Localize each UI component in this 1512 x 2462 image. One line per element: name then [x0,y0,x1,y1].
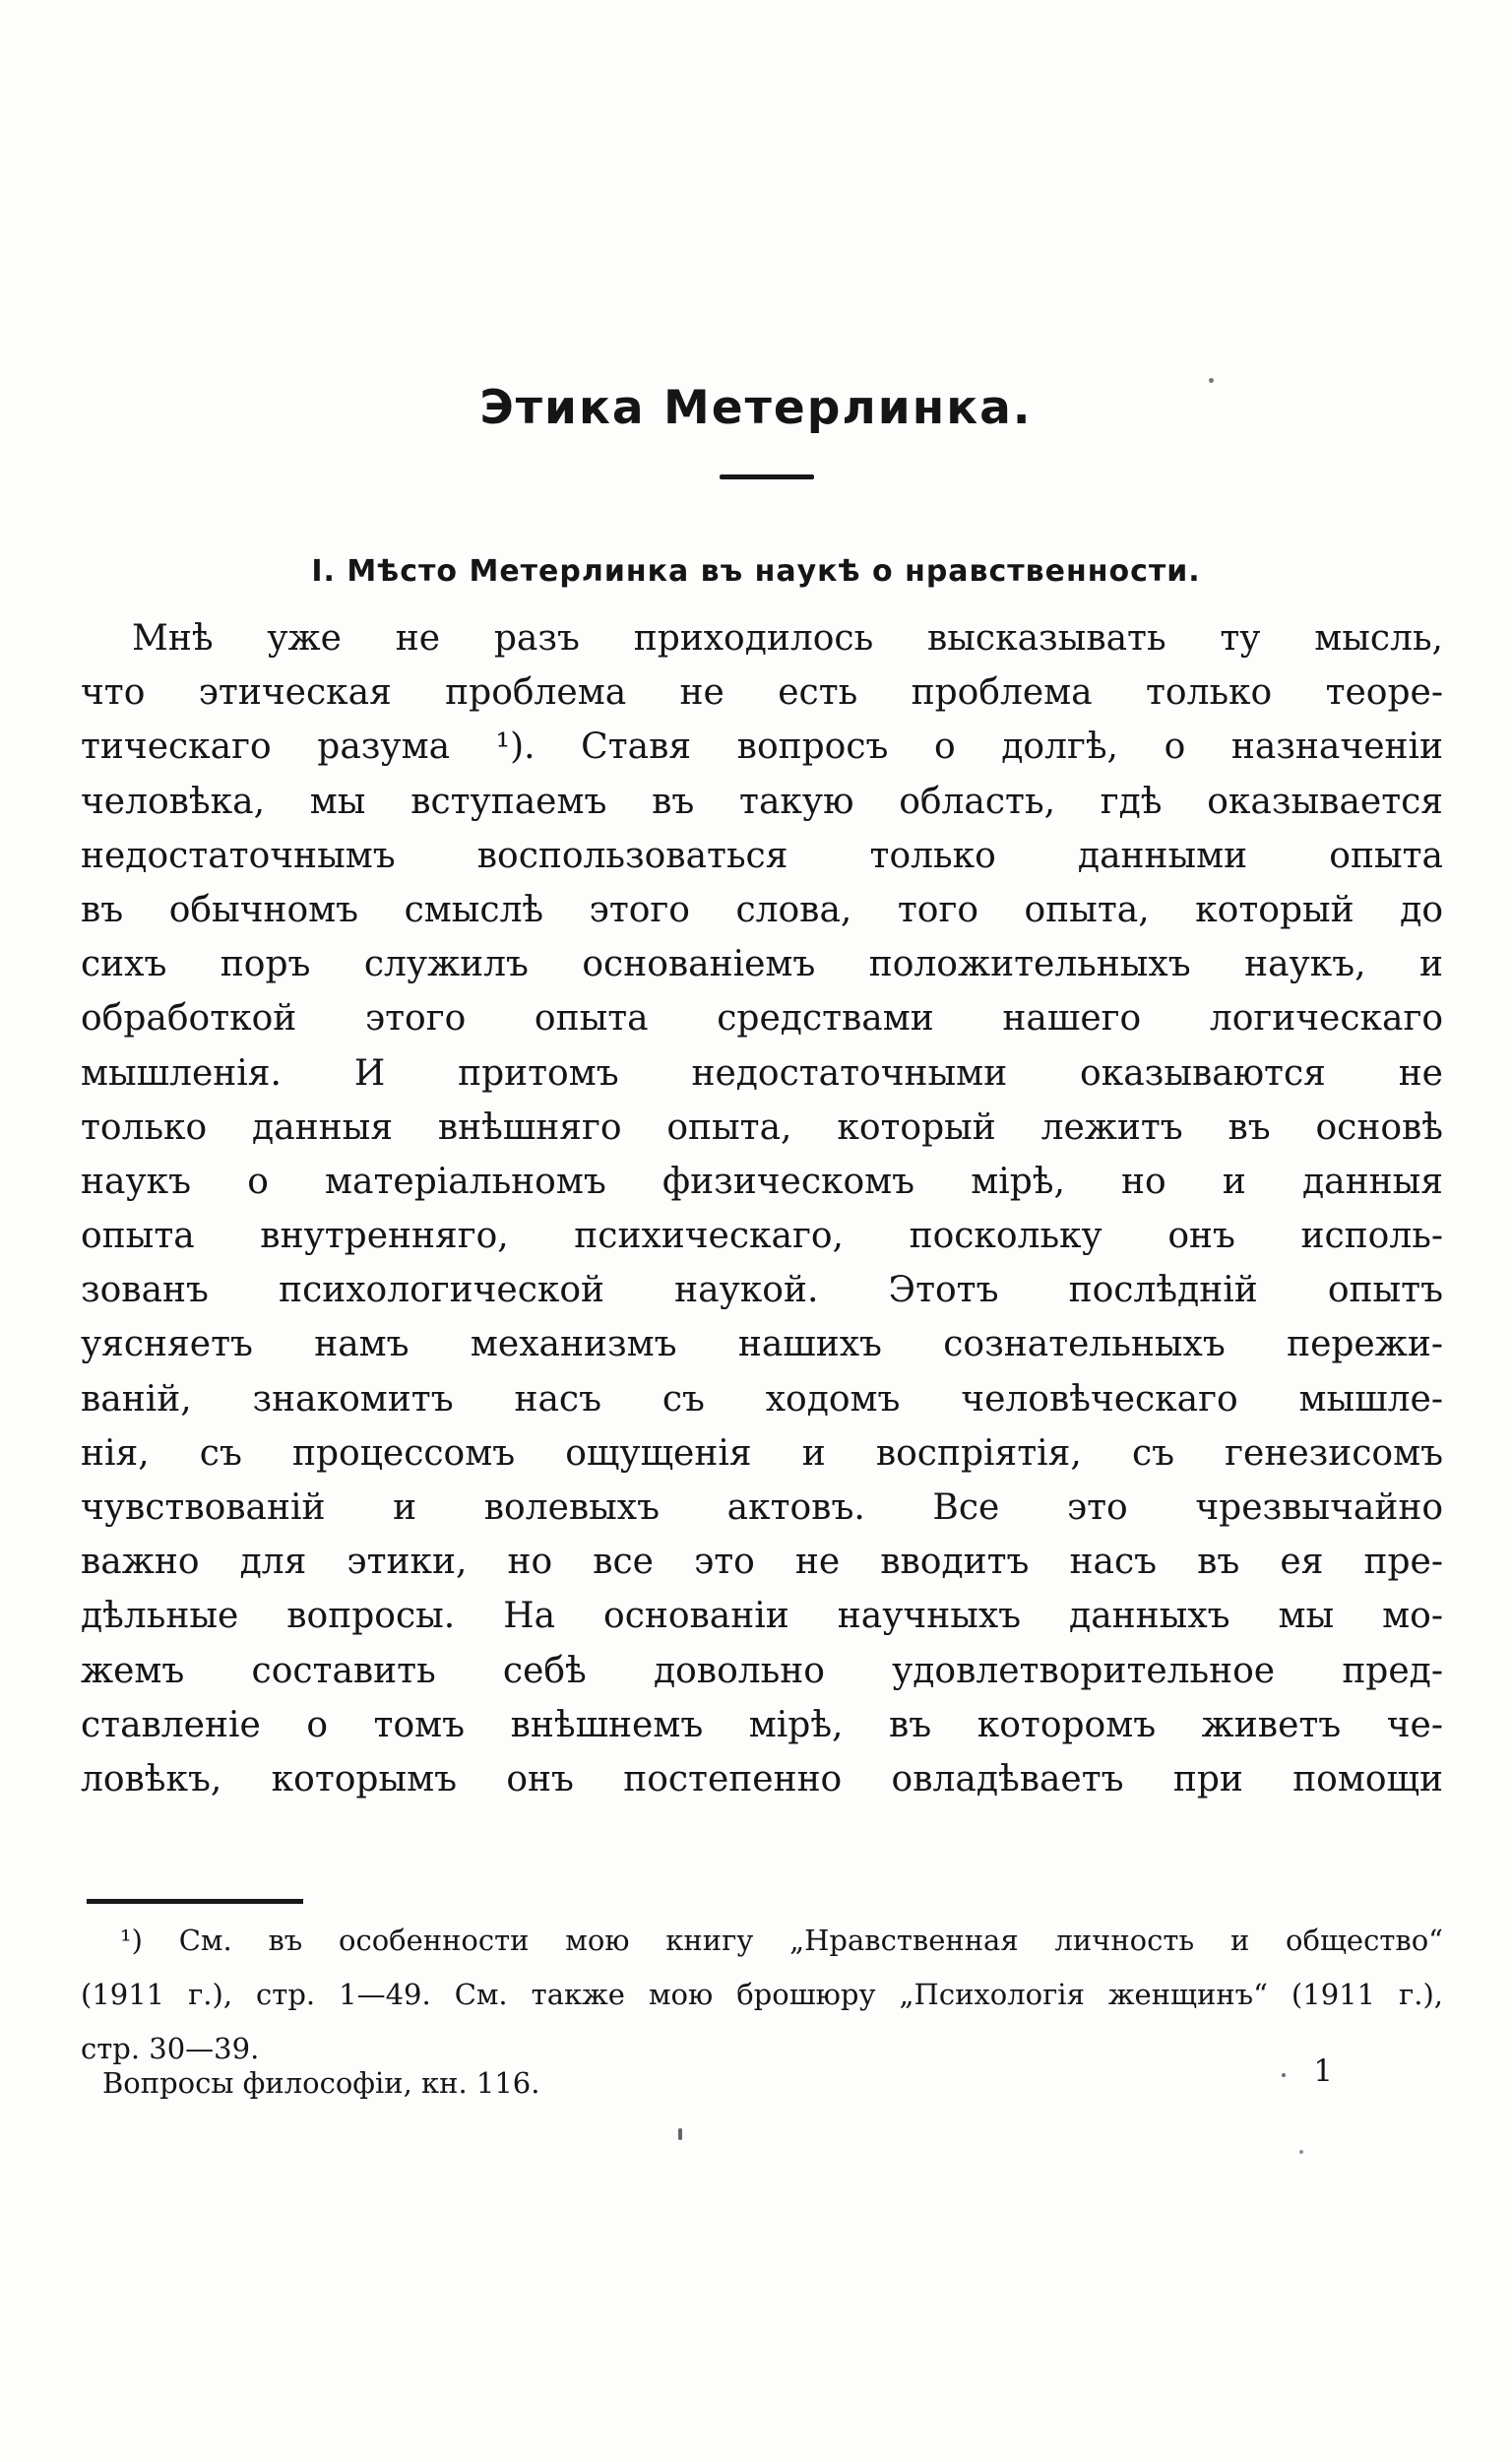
body-line: нія, съ процессомъ ощущенія и воспріятія, съ генезисомъ [81,1432,1443,1474]
body-line: сихъ поръ служилъ основаніемъ положительныхъ наукъ, и [81,944,1443,985]
body-line: важно для этики, но все это не вводитъ насъ въ ея пре- [81,1542,1443,1583]
page-number: 1 [1313,2053,1333,2089]
body-line: недостаточнымъ воспользоваться только данными опыта [81,835,1443,876]
scan-speck [1299,2150,1303,2154]
footnote-line: (1911 г.), стр. 1—49. См. также мою брошюру „Психологія женщинъ“ (1911 г.), [81,1978,1443,2011]
scan-speck [1282,2073,1286,2077]
body-line: обработкой этого опыта средствами нашего логическаго [81,998,1443,1040]
page-title: Этика Метерлинка. [479,381,1033,436]
title-divider-rule [720,474,814,479]
body-line: человѣка, мы вступаемъ въ такую область, гдѣ оказывается [81,781,1443,822]
body-line: ловѣкъ, которымъ онъ постепенно овладѣваетъ при помощи [81,1758,1443,1799]
body-paragraph [81,611,1443,1806]
scan-speck [1209,378,1214,383]
footnote [81,1914,1443,2076]
page-footer [81,2053,1443,2103]
section-heading: I. Мѣсто Метерлинка въ наукѣ о нравственности. [311,553,1201,589]
body-line: зованъ психологической наукой. Этотъ послѣдній опытъ [81,1270,1443,1311]
body-line: чувствованій и волевыхъ актовъ. Все это чрезвычайно [81,1487,1443,1528]
body-line: что этическая проблема не есть проблема только теоре- [81,672,1443,714]
body-line: опыта внутренняго, психическаго, поскольку онъ исполь- [81,1216,1443,1257]
body-line: только данныя внѣшняго опыта, который лежитъ въ основѣ [81,1106,1443,1148]
body-line: ваній, знакомитъ насъ съ ходомъ человѣческаго мышле- [81,1378,1443,1420]
body-line: дѣльные вопросы. На основаніи научныхъ данныхъ мы мо- [81,1596,1443,1637]
body-line: уясняетъ намъ механизмъ нашихъ сознательныхъ пережи- [81,1324,1443,1365]
footnote-line: стр. 30—39. [81,2032,260,2065]
body-line: наукъ о матеріальномъ физическомъ мірѣ, но и данныя [81,1161,1443,1202]
body-line: тическаго разума ¹). Ставя вопросъ о долгѣ, о назначеніи [81,726,1443,768]
body-line: Мнѣ уже не разъ приходилось высказывать ту мысль, [132,618,1443,659]
body-line: мышленія. И притомъ недостаточными оказываются не [81,1052,1443,1094]
scan-speck [678,2128,682,2140]
body-line: ставленіе о томъ внѣшнемъ мірѣ, въ которомъ живетъ че- [81,1704,1443,1745]
footnote-line: ¹) См. въ особенности мою книгу „Нравственная личность и общество“ [120,1924,1443,1957]
footnote-separator-rule [87,1899,303,1904]
journal-signature: Вопросы философіи, кн. 116. [102,2066,540,2100]
body-line: въ обычномъ смыслѣ этого слова, того опыта, который до [81,889,1443,930]
body-line: жемъ составить себѣ довольно удовлетворительное пред- [81,1650,1443,1691]
